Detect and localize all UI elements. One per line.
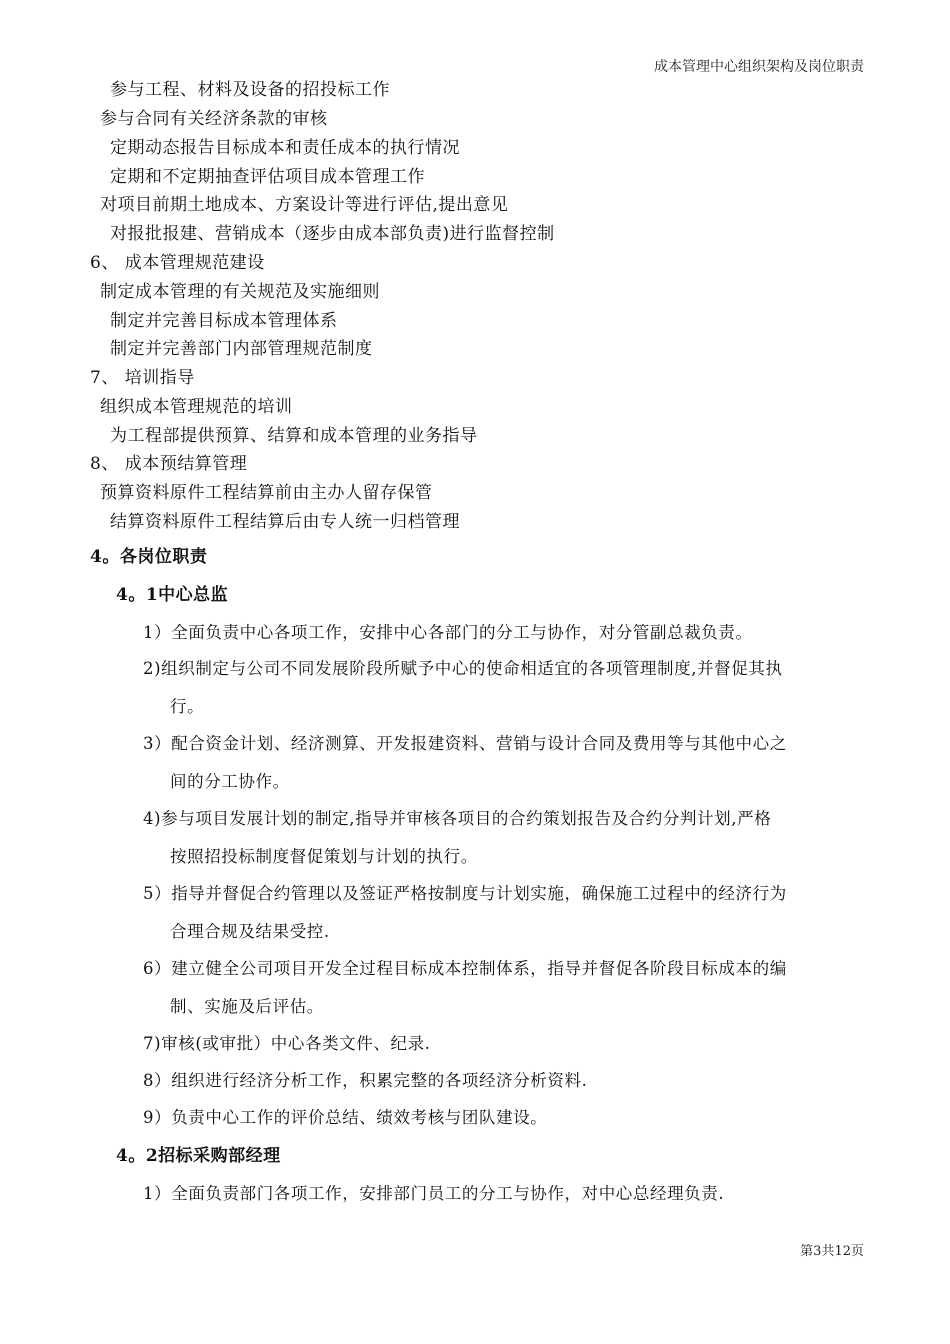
subsection-title: 4。2招标采购部经理: [116, 1146, 281, 1166]
duty-item: 7)审核(或审批）中心各类文件、纪录.: [143, 1034, 431, 1053]
duty-item: 3）配合资金计划、经济测算、开发报建资料、营销与设计合同及费用等与其他中心之: [143, 734, 787, 753]
item-heading: 8、 成本预结算管理: [90, 454, 248, 474]
duty-line: 制定并完善目标成本管理体系: [110, 311, 338, 331]
duty-item: 2)组织制定与公司不同发展阶段所赋予中心的使命相适宜的各项管理制度,并督促其执: [143, 659, 783, 678]
duty-line: 参与工程、材料及设备的招投标工作: [110, 80, 390, 100]
page-number: 第3共12页: [800, 1244, 864, 1259]
item-heading: 7、 培训指导: [90, 368, 195, 388]
page-header: 成本管理中心组织架构及岗位职责: [654, 59, 864, 75]
duty-item: 5）指导并督促合约管理以及签证严格按制度与计划实施，确保施工过程中的经济行为: [143, 884, 787, 903]
subsection-title: 4。1中心总监: [116, 585, 229, 605]
duty-item-cont: 间的分工协作。: [170, 772, 290, 791]
duty-item-cont: 合理合规及结果受控.: [170, 922, 330, 941]
duty-line: 定期动态报告目标成本和责任成本的执行情况: [110, 138, 460, 158]
duty-item: 1）全面负责中心各项工作，安排中心各部门的分工与协作，对分管副总裁负责。: [143, 623, 753, 642]
duty-line: 制定并完善部门内部管理规范制度: [110, 339, 373, 359]
duty-line: 对项目前期土地成本、方案设计等进行评估,提出意见: [100, 195, 509, 215]
duty-item: 4)参与项目发展计划的制定,指导并审核各项目的合约策划报告及合约分判计划,严格: [143, 809, 772, 828]
duty-line: 定期和不定期抽查评估项目成本管理工作: [110, 167, 425, 187]
duty-item: 6）建立健全公司项目开发全过程目标成本控制体系，指导并督促各阶段目标成本的编: [143, 959, 787, 978]
duty-line: 结算资料原件工程结算后由专人统一归档管理: [110, 512, 460, 532]
duty-item: 1）全面负责部门各项工作，安排部门员工的分工与协作，对中心总经理负责.: [143, 1184, 725, 1203]
section-title: 4。各岗位职责: [90, 547, 208, 567]
duty-item: 8）组织进行经济分析工作，积累完整的各项经济分析资料.: [143, 1071, 588, 1090]
duty-item-cont: 按照招投标制度督促策划与计划的执行。: [170, 847, 478, 866]
duty-line: 参与合同有关经济条款的审核: [100, 109, 328, 129]
duty-line: 组织成本管理规范的培训: [100, 397, 293, 417]
duty-line: 制定成本管理的有关规范及实施细则: [100, 282, 380, 302]
item-heading: 6、 成本管理规范建设: [90, 253, 265, 273]
duty-line: 对报批报建、营销成本（逐步由成本部负责)进行监督控制: [110, 224, 555, 244]
duty-line: 为工程部提供预算、结算和成本管理的业务指导: [110, 426, 478, 446]
duty-item-cont: 制、实施及后评估。: [170, 997, 324, 1016]
duty-item-cont: 行。: [170, 697, 205, 716]
duty-line: 预算资料原件工程结算前由主办人留存保管: [100, 483, 433, 503]
duty-item: 9）负责中心工作的评价总结、绩效考核与团队建设。: [143, 1108, 548, 1127]
